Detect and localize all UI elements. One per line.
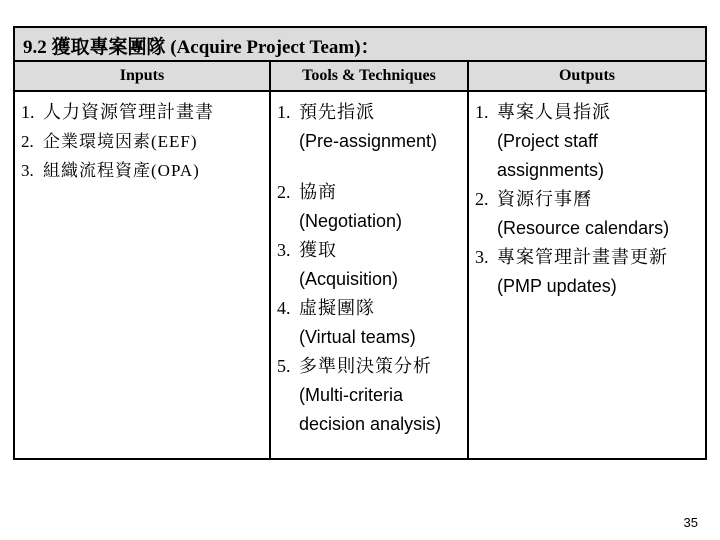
item-english: (Project staff assignments) <box>497 131 605 180</box>
list-item <box>277 98 465 156</box>
item-text: 獲取 <box>299 240 337 260</box>
inputs-column <box>21 98 267 185</box>
column-divider <box>269 62 271 458</box>
page-number: 35 <box>683 515 698 530</box>
item-text: 人力資源管理計畫書 <box>43 102 214 122</box>
tools-column <box>277 98 465 439</box>
item-number: 2. <box>21 132 34 151</box>
item-text: 資源行事曆 <box>497 189 592 209</box>
header-outputs: Outputs <box>558 67 616 84</box>
list-item <box>277 294 465 352</box>
item-text: 虛擬團隊 <box>299 298 375 318</box>
item-english: (PMP updates) <box>497 276 617 296</box>
item-english: (Virtual teams) <box>299 327 416 347</box>
item-english: (Pre-assignment) <box>299 131 438 151</box>
item-number: 3. <box>475 247 489 267</box>
item-text: 預先指派 <box>299 102 375 122</box>
process-table <box>13 26 707 460</box>
list-item <box>277 178 465 236</box>
item-text: 多準則決策分析 <box>299 356 432 376</box>
item-number: 2. <box>277 182 291 202</box>
outputs-column <box>475 98 703 301</box>
item-number: 1. <box>277 102 291 122</box>
list-item <box>21 156 267 185</box>
item-english: (Acquisition) <box>299 269 399 289</box>
item-number: 5. <box>277 356 291 376</box>
list-item <box>475 243 703 301</box>
item-text: 專案人員指派 <box>497 102 611 122</box>
item-text: 組織流程資產(OPA) <box>43 161 200 180</box>
item-number: 1. <box>21 102 35 122</box>
header-inputs: Inputs <box>119 67 165 84</box>
item-text: 企業環境因素(EEF) <box>43 132 198 151</box>
list-item <box>21 127 267 156</box>
list-item <box>21 98 267 127</box>
item-number: 3. <box>21 161 34 180</box>
list-item <box>277 352 465 439</box>
item-number: 4. <box>277 298 291 318</box>
item-english: (Resource calendars) <box>497 218 670 238</box>
title-bar <box>15 28 705 62</box>
header-tools: Tools & Techniques <box>302 67 436 84</box>
item-number: 1. <box>475 102 489 122</box>
item-english: (Multi-criteria decision analysis) <box>299 385 442 434</box>
header-row <box>15 62 705 92</box>
item-text: 專案管理計畫書更新 <box>497 247 668 267</box>
item-number: 2. <box>475 189 489 209</box>
item-number: 3. <box>277 240 291 260</box>
item-english: (Negotiation) <box>299 211 403 231</box>
list-item <box>475 185 703 243</box>
column-divider <box>467 62 469 458</box>
slide-title: 9.2 獲取專案團隊 (Acquire Project Team)： <box>23 37 380 58</box>
list-item <box>475 98 703 185</box>
item-text: 協商 <box>299 182 337 202</box>
list-item <box>277 236 465 294</box>
